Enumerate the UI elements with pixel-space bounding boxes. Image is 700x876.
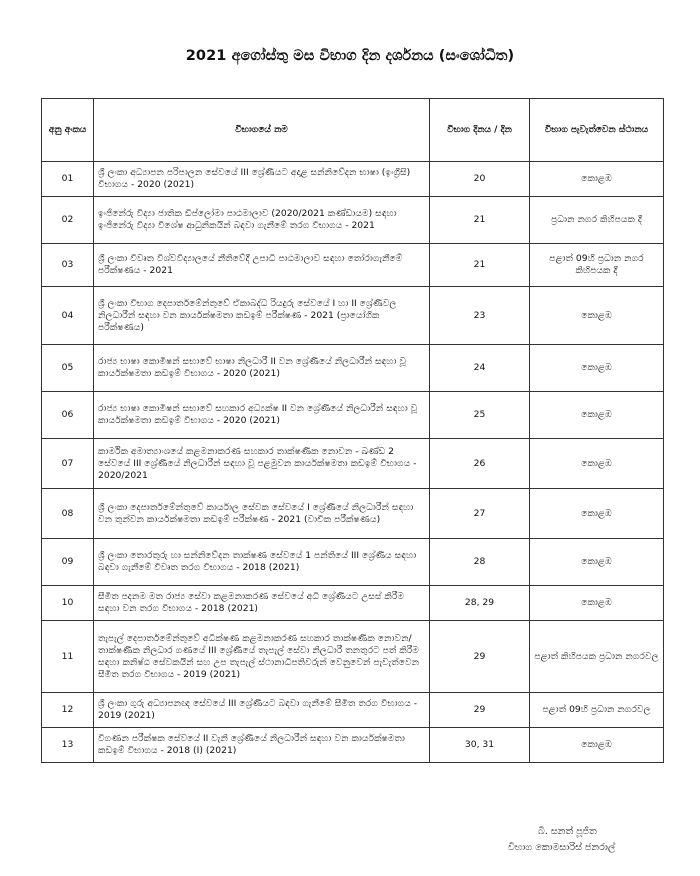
row-exam-venue: කොළඹ [530, 345, 664, 392]
row-serial-no: 08 [42, 489, 94, 539]
row-exam-venue: පළාත් 09හි ප්‍රධාන නගර කිහිපයක දී [530, 244, 664, 287]
row-exam-venue: කොළඹ [530, 162, 664, 197]
table-row [42, 244, 664, 287]
row-exam-venue: පළාත් 09හි ප්‍රධාන නගරවල [530, 693, 664, 728]
row-exam-date: 29 [430, 693, 530, 728]
row-serial-no: 12 [42, 693, 94, 728]
row-exam-date: 26 [430, 439, 530, 489]
row-exam-venue: කොළඹ [530, 439, 664, 489]
table-row [42, 586, 664, 621]
table-row [42, 489, 664, 539]
row-exam-venue: කොළඹ [530, 287, 664, 345]
table-row [42, 693, 664, 728]
row-exam-name: ශ්‍රී ලංකා විභාග දෙපාර්තමේන්තුවේ ඒකාබද්ධ රියදුරු සේවයේ I හා II ශ්‍රේණිවල නිලධාරීන් සඳහා වන කාර්යක්ෂමතා කඩඉම් පරීක්ෂණ - 2021 (ප්‍රායෝගික පරීක්ෂණය) [94, 287, 430, 345]
row-exam-venue: පළාත් කිහිපයක ප්‍රධාන නගරවල [530, 621, 664, 693]
row-exam-name: රාජ්‍ය භාෂා කොමිෂන් සභාවේ සහකාර අධ්‍යක්ෂ II වන ශ්‍රේණියේ නිලධාරීන් සඳහා වූ කාර්යක්ෂමතා කඩඉම් විභාගය - 2020 (2021) [94, 392, 430, 439]
row-exam-date: 28 [430, 539, 530, 586]
row-exam-date: 25 [430, 392, 530, 439]
signatory-title: විභාග කොමසාරිස් ජනරාල් [508, 842, 616, 853]
table-header-row [42, 99, 664, 162]
exam-schedule-table [41, 98, 664, 763]
row-serial-no: 03 [42, 244, 94, 287]
header-exam-name: විභාගයේ නම [94, 99, 430, 162]
table-row [42, 197, 664, 244]
header-exam-date: විභාග දිනය / දින [430, 99, 530, 162]
signatory-name: බී. සනත් පූජිත [538, 826, 597, 837]
row-exam-venue: කොළඹ [530, 489, 664, 539]
row-exam-venue: ප්‍රධාන නගර කිහිපයක දී [530, 197, 664, 244]
table-row [42, 728, 664, 763]
row-serial-no: 11 [42, 621, 94, 693]
row-exam-date: 23 [430, 287, 530, 345]
table-row [42, 439, 664, 489]
table-row [42, 539, 664, 586]
row-exam-name: විගණන පරීක්ෂක සේවයේ II වැනි ශ්‍රේණියේ නිලධාරීන් සඳහා වන කාර්යක්ෂමතා කඩඉම් විභාගය - 2018 (I) (2021) [94, 728, 430, 763]
header-exam-venue: විභාග පැවැත්වෙන ස්ථානය [530, 99, 664, 162]
row-exam-name: ශ්‍රී ලංකා අධ්‍යාපන පරිපාලන සේවයේ III ශ්‍රේණියට අදාළ සන්නිවේදන භාෂා (ඉංග්‍රීසි) විභාගය - 2020 (2021) [94, 162, 430, 197]
row-serial-no: 04 [42, 287, 94, 345]
row-exam-date: 28, 29 [430, 586, 530, 621]
row-serial-no: 06 [42, 392, 94, 439]
table-row [42, 621, 664, 693]
row-exam-name: කාර්මික අමාත්‍යාංශයේ කළමනාකරණ සහකාර තාක්ෂණික නොවන - ඛණ්ඩ 2 සේවයේ III ශ්‍රේණියේ නිලධාරීන් සඳහා වූ පළමුවන කාර්යක්ෂමතා කඩඉම් විභාගය - 2020/2021 [94, 439, 430, 489]
row-exam-date: 30, 31 [430, 728, 530, 763]
row-exam-name: ශ්‍රී ලංකා තොරතුරු හා සන්නිවේදන තාක්ෂණ සේවයේ 1 පන්තියේ III ශ්‍රේණිය සඳහා බඳවා ගැනීමේ විවෘත තරග විභාගය - 2018 (2021) [94, 539, 430, 586]
row-exam-name: ශ්‍රී ලංකා ගුරු අධ්‍යාපනඥ සේවයේ III ශ්‍රේණියට බඳවා ගැනීමේ සීමිත තරග විභාගය - 2019 (2021) [94, 693, 430, 728]
table-row [42, 162, 664, 197]
row-serial-no: 07 [42, 439, 94, 489]
row-exam-name: ඉංජිනේරු විද්‍යා ජාතික ඩිප්ලෝමා පාඨමාලාව (2020/2021 කණ්ඩායම) සඳහා ඉංජිනේරු විද්‍යා විශේෂ ආධුනිකයින් බඳවා ගැනීමේ තරග විභාගය - 2021 [94, 197, 430, 244]
row-serial-no: 01 [42, 162, 94, 197]
row-exam-venue: කොළඹ [530, 539, 664, 586]
row-exam-venue: කොළඹ [530, 392, 664, 439]
row-exam-venue: කොළඹ [530, 728, 664, 763]
page-title: 2021 අගෝස්තු මස විභාග දින දර්ශනය (සංශෝධිත) [185, 48, 515, 64]
table-body [42, 162, 664, 763]
row-exam-date: 20 [430, 162, 530, 197]
row-serial-no: 10 [42, 586, 94, 621]
row-exam-venue: කොළඹ [530, 586, 664, 621]
table-row [42, 345, 664, 392]
row-exam-name: තැපැල් දෙපාර්තමේන්තුවේ අධීක්ෂණ කළමනාකරණ සහකාර තාක්ෂණික නොවන/ තාක්ෂණික නිලධාර ගණයේ III ශ්‍රේණියේ තැපැල් සේවා නිලධාරී තනතුරට පත් කිරීම සඳහා කනිෂ්ඨ සේවකයින් සහ උප තැපැල් ස්ථානාධිපතිවරුන් වෙනුවෙන් පැවැත්වෙන සීමිත තරග විභාගය - 2019 (2021) [94, 621, 430, 693]
row-exam-name: රාජ්‍ය භාෂා කොමිෂන් සභාවේ භාෂා නිලධාරී II වන ශ්‍රේණියේ නිලධාරීන් සඳහා වූ කාර්යක්ෂමතා කඩඉම් විභාගය - 2020 (2021) [94, 345, 430, 392]
row-serial-no: 05 [42, 345, 94, 392]
row-serial-no: 09 [42, 539, 94, 586]
row-exam-name: සීමිත පදනම මත රාජ්‍ය සේවා කළමනාකරණ සේවයේ අධි ශ්‍රේණියට උසස් කිරීම සඳහා වන තරග විභාගය - 2018 (2021) [94, 586, 430, 621]
table-row [42, 287, 664, 345]
row-serial-no: 02 [42, 197, 94, 244]
row-exam-date: 29 [430, 621, 530, 693]
row-exam-date: 21 [430, 197, 530, 244]
signature-block [508, 824, 668, 856]
row-exam-date: 21 [430, 244, 530, 287]
row-exam-name: ශ්‍රී ලංකා දෙපාර්තමේන්තුවේ කාර්යාල සේවක සේවයේ I ශ්‍රේණියේ නිලධාරීන් සඳහා වන තුන්වන කාර්යක්ෂමතා කඩඉම් පරීක්ෂණ - 2021 (වාචික පරීක්ෂණය) [94, 489, 430, 539]
row-exam-date: 27 [430, 489, 530, 539]
row-exam-name: ශ්‍රී ලංකා විවෘත විශ්වවිද්‍යාලයේ නීතිවේදී උපාධි පාඨමාලාව සඳහා තෝරාගැනීමේ පරීක්ෂණය - 2021 [94, 244, 430, 287]
row-exam-date: 24 [430, 345, 530, 392]
row-serial-no: 13 [42, 728, 94, 763]
header-serial-no: අනු අංකය [42, 99, 94, 162]
table-row [42, 392, 664, 439]
